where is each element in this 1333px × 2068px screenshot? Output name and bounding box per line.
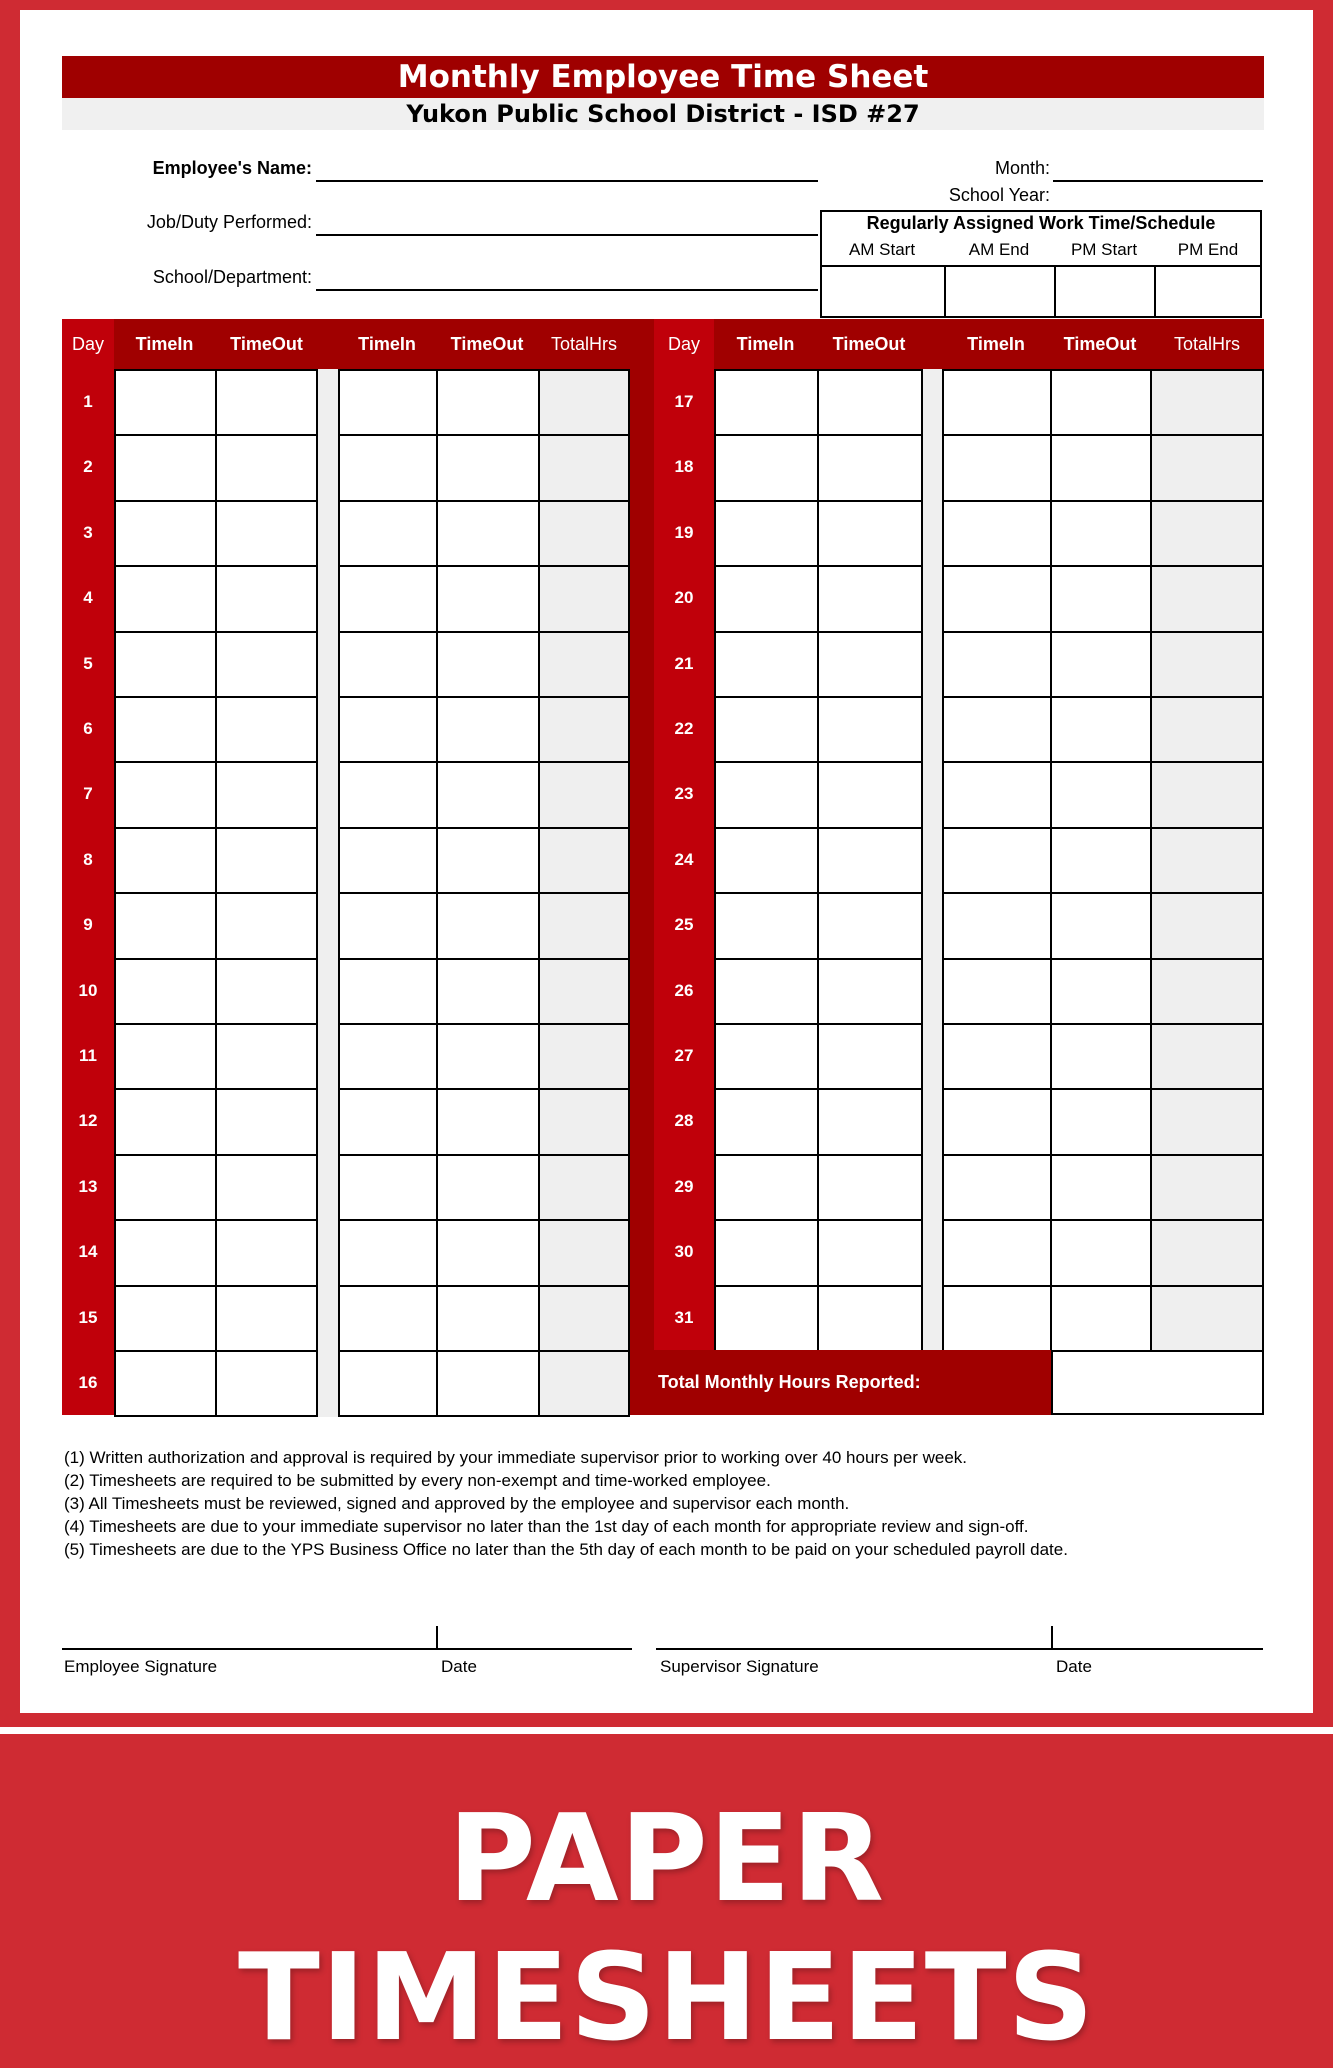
time-out-cell[interactable] — [436, 958, 540, 1025]
time-out-cell[interactable] — [817, 892, 923, 959]
time-out-cell[interactable] — [817, 631, 923, 698]
school-department-label: School/Department: — [152, 267, 312, 287]
total-hrs-cell[interactable] — [538, 892, 630, 959]
time-out-cell[interactable] — [817, 761, 923, 828]
time-in-cell[interactable] — [114, 1154, 217, 1221]
total-hrs-cell[interactable] — [1150, 434, 1264, 501]
time-out-cell[interactable] — [215, 631, 318, 698]
time-out-cell[interactable] — [436, 1219, 540, 1286]
total-hrs-cell[interactable] — [1150, 827, 1264, 894]
pm-end-input[interactable] — [1154, 265, 1262, 318]
total-hrs-cell[interactable] — [538, 958, 630, 1025]
time-in-cell[interactable] — [338, 369, 438, 436]
time-out-cell[interactable] — [215, 500, 318, 567]
time-in-cell[interactable] — [942, 1023, 1052, 1090]
time-out-header: TimeOut — [1063, 334, 1137, 354]
total-hrs-cell[interactable] — [538, 1023, 630, 1090]
time-in-cell[interactable] — [714, 958, 819, 1025]
time-out-cell[interactable] — [436, 827, 540, 894]
total-hrs-cell[interactable] — [1150, 500, 1264, 567]
day-number: 7 — [83, 784, 93, 804]
day-number: 6 — [83, 719, 93, 738]
total-hrs-cell[interactable] — [1150, 1154, 1264, 1221]
time-in-cell[interactable] — [114, 500, 217, 567]
time-in-cell[interactable] — [942, 827, 1052, 894]
total-hrs-header: TotalHrs — [1173, 334, 1240, 354]
time-out-cell[interactable] — [1050, 761, 1152, 828]
time-out-cell[interactable] — [1050, 565, 1152, 632]
time-in-cell[interactable] — [714, 1154, 819, 1221]
time-out-cell[interactable] — [436, 434, 540, 501]
time-in-cell[interactable] — [942, 892, 1052, 959]
time-out-cell[interactable] — [215, 1023, 318, 1090]
am-start-label: AM Start — [848, 240, 916, 259]
banner-title: PAPER TIMESHEETS — [238, 1790, 1095, 2068]
time-in-cell[interactable] — [942, 696, 1052, 763]
time-out-cell[interactable] — [436, 565, 540, 632]
time-out-cell[interactable] — [215, 434, 318, 501]
pm-start-label: PM Start — [1070, 240, 1138, 259]
time-out-cell[interactable] — [817, 565, 923, 632]
note-item: (3) All Timesheets must be reviewed, signed and approved by the employee and supervisor each month. — [64, 1494, 850, 1513]
time-out-cell[interactable] — [215, 565, 318, 632]
time-in-cell[interactable] — [338, 1285, 438, 1352]
time-out-cell[interactable] — [436, 369, 540, 436]
total-hrs-cell[interactable] — [538, 696, 630, 763]
time-in-cell[interactable] — [714, 369, 819, 436]
time-in-header: TimeIn — [135, 334, 194, 354]
day-number: 5 — [83, 653, 93, 673]
time-out-cell[interactable] — [215, 958, 318, 1025]
time-out-cell[interactable] — [215, 1219, 318, 1286]
total-hrs-cell[interactable] — [538, 1219, 630, 1286]
time-in-header: TimeIn — [736, 334, 795, 354]
time-in-cell[interactable] — [338, 1023, 438, 1090]
total-hrs-cell[interactable] — [538, 434, 630, 501]
day-number: 17 — [674, 392, 694, 411]
am-end-input[interactable] — [944, 265, 1056, 318]
time-out-cell[interactable] — [817, 1219, 923, 1286]
time-out-cell[interactable] — [215, 1285, 318, 1352]
day-number: 28 — [674, 1111, 694, 1131]
day-number: 8 — [83, 849, 93, 869]
time-in-cell[interactable] — [942, 1219, 1052, 1286]
day-number: 23 — [674, 784, 694, 804]
day-number: 25 — [674, 915, 694, 935]
time-out-cell[interactable] — [1050, 892, 1152, 959]
time-out-cell[interactable] — [817, 1088, 923, 1155]
time-out-cell[interactable] — [215, 369, 318, 436]
time-in-header: TimeIn — [967, 334, 1025, 354]
school-department-field[interactable] — [316, 289, 818, 291]
total-hrs-header: TotalHrs — [550, 334, 617, 354]
schedule-title: Regularly Assigned Work Time/Schedule — [866, 213, 1216, 233]
time-in-cell[interactable] — [714, 434, 819, 501]
notes-list — [64, 1446, 1068, 1561]
day-number: 22 — [674, 719, 694, 738]
time-out-cell[interactable] — [436, 1154, 540, 1221]
day-number: 2 — [83, 457, 93, 477]
column-spacer — [921, 369, 944, 1352]
time-in-cell[interactable] — [114, 761, 217, 828]
job-duty-label: Job/Duty Performed: — [146, 212, 312, 232]
total-hrs-cell[interactable] — [1150, 1088, 1264, 1155]
day-header-left: Day — [62, 319, 114, 369]
total-hrs-cell[interactable] — [1150, 631, 1264, 698]
total-hrs-cell[interactable] — [538, 1088, 630, 1155]
time-out-header: TimeOut — [832, 334, 906, 354]
day-number: 26 — [674, 980, 694, 1000]
day-header-right: Day — [654, 319, 714, 369]
time-in-cell[interactable] — [114, 827, 217, 894]
time-in-cell[interactable] — [338, 696, 438, 763]
time-out-cell[interactable] — [436, 1023, 540, 1090]
time-in-cell[interactable] — [714, 761, 819, 828]
total-hrs-cell[interactable] — [538, 827, 630, 894]
time-out-cell[interactable] — [1050, 1023, 1152, 1090]
time-in-cell[interactable] — [714, 827, 819, 894]
time-in-cell[interactable] — [714, 1023, 819, 1090]
supervisor-signature-line[interactable] — [656, 1648, 1263, 1650]
time-in-cell[interactable] — [338, 500, 438, 567]
time-in-cell[interactable] — [114, 958, 217, 1025]
supervisor-date-label: Date — [1056, 1657, 1092, 1676]
time-in-cell[interactable] — [942, 500, 1052, 567]
time-in-cell[interactable] — [942, 631, 1052, 698]
time-in-cell[interactable] — [942, 369, 1052, 436]
time-out-header: TimeOut — [230, 334, 303, 354]
time-in-cell[interactable] — [714, 892, 819, 959]
time-out-cell[interactable] — [436, 1088, 540, 1155]
total-hours-input[interactable] — [1051, 1350, 1264, 1415]
total-hrs-cell[interactable] — [1150, 1285, 1264, 1352]
employee-name-field[interactable] — [316, 180, 818, 182]
time-out-cell[interactable] — [817, 1285, 923, 1352]
signature-divider — [436, 1626, 438, 1650]
day-number: 11 — [79, 1046, 97, 1065]
day-number: 10 — [78, 980, 98, 1000]
total-hrs-cell[interactable] — [1150, 892, 1264, 959]
time-in-cell[interactable] — [714, 696, 819, 763]
time-out-cell[interactable] — [817, 1154, 923, 1221]
am-start-input[interactable] — [820, 265, 946, 318]
supervisor-signature-label: Supervisor Signature — [660, 1657, 819, 1676]
day-number: 31 — [674, 1307, 694, 1327]
time-in-cell[interactable] — [942, 1285, 1052, 1352]
time-out-cell[interactable] — [436, 1350, 540, 1417]
time-out-cell[interactable] — [436, 892, 540, 959]
time-in-cell[interactable] — [714, 1088, 819, 1155]
note-item: (1) Written authorization and approval is required by your immediate supervisor prior to working over 40 hours per week. — [64, 1448, 968, 1467]
day-number: 12 — [78, 1111, 98, 1131]
note-item: (2) Timesheets are required to be submitted by every non-exempt and time-worked employee. — [64, 1471, 771, 1490]
total-hrs-cell[interactable] — [1150, 1023, 1264, 1090]
time-in-cell[interactable] — [714, 1285, 819, 1352]
time-in-cell[interactable] — [338, 1154, 438, 1221]
time-out-cell[interactable] — [1050, 1088, 1152, 1155]
time-in-cell[interactable] — [338, 1350, 438, 1417]
time-in-cell[interactable] — [338, 1219, 438, 1286]
time-in-cell[interactable] — [114, 1023, 217, 1090]
time-out-cell[interactable] — [215, 892, 318, 959]
time-in-cell[interactable] — [714, 565, 819, 632]
time-in-cell[interactable] — [338, 827, 438, 894]
time-out-cell[interactable] — [215, 827, 318, 894]
note-item: (5) Timesheets are due to the YPS Business Office no later than the 5th day of each month to be paid on your scheduled payroll date. — [64, 1540, 1068, 1559]
time-in-cell[interactable] — [338, 434, 438, 501]
time-out-cell[interactable] — [817, 1023, 923, 1090]
day-number: 19 — [674, 522, 694, 542]
time-in-cell[interactable] — [942, 565, 1052, 632]
school-year-label: School Year: — [948, 185, 1050, 205]
time-in-cell[interactable] — [114, 1088, 217, 1155]
day-number: 15 — [78, 1307, 98, 1327]
time-out-cell[interactable] — [1050, 500, 1152, 567]
total-hrs-cell[interactable] — [1150, 696, 1264, 763]
day-number: 1 — [83, 392, 93, 411]
employee-date-label: Date — [441, 1657, 477, 1676]
time-out-cell[interactable] — [436, 631, 540, 698]
am-end-label: AM End — [968, 240, 1030, 259]
banner-divider — [0, 1727, 1333, 1734]
day-number: 18 — [674, 457, 694, 477]
time-in-cell[interactable] — [942, 1154, 1052, 1221]
day-number: 3 — [83, 522, 93, 542]
employee-name-label: Employee's Name: — [152, 158, 312, 178]
time-in-cell[interactable] — [114, 1350, 217, 1417]
form-subtitle: Yukon Public School District - ISD #27 — [62, 98, 1264, 130]
day-number: 4 — [83, 588, 93, 608]
month-field[interactable] — [1053, 180, 1263, 182]
employee-signature-line[interactable] — [62, 1648, 632, 1650]
total-hrs-cell[interactable] — [538, 1350, 630, 1417]
signature-divider — [1051, 1626, 1053, 1650]
day-number: 24 — [674, 849, 694, 869]
form-title: Monthly Employee Time Sheet — [62, 56, 1264, 98]
total-hrs-cell[interactable] — [1150, 369, 1264, 436]
total-hrs-cell[interactable] — [1150, 565, 1264, 632]
time-out-cell[interactable] — [1050, 1285, 1152, 1352]
time-in-cell[interactable] — [338, 892, 438, 959]
time-out-cell[interactable] — [436, 696, 540, 763]
time-out-cell[interactable] — [1050, 434, 1152, 501]
time-out-cell[interactable] — [817, 958, 923, 1025]
time-in-cell[interactable] — [942, 958, 1052, 1025]
total-hrs-cell[interactable] — [1150, 761, 1264, 828]
time-out-cell[interactable] — [817, 696, 923, 763]
time-in-cell[interactable] — [114, 892, 217, 959]
time-out-cell[interactable] — [817, 434, 923, 501]
total-hrs-cell[interactable] — [538, 1154, 630, 1221]
time-out-cell[interactable] — [215, 761, 318, 828]
day-number: 27 — [674, 1046, 694, 1065]
time-in-cell[interactable] — [714, 1219, 819, 1286]
time-in-cell[interactable] — [942, 434, 1052, 501]
total-hrs-cell[interactable] — [1150, 1219, 1264, 1286]
time-in-cell[interactable] — [114, 434, 217, 501]
time-in-cell[interactable] — [338, 761, 438, 828]
time-out-cell[interactable] — [817, 369, 923, 436]
total-hrs-cell[interactable] — [538, 761, 630, 828]
time-out-cell[interactable] — [817, 500, 923, 567]
time-in-cell[interactable] — [942, 761, 1052, 828]
pm-start-input[interactable] — [1054, 265, 1156, 318]
column-spacer — [316, 369, 340, 1417]
day-number: 30 — [674, 1242, 694, 1262]
time-in-cell[interactable] — [714, 631, 819, 698]
employee-signature-label: Employee Signature — [64, 1657, 218, 1676]
day-number: 9 — [83, 915, 93, 935]
time-in-cell[interactable] — [338, 631, 438, 698]
total-hrs-cell[interactable] — [538, 631, 630, 698]
day-number: 20 — [674, 588, 694, 608]
time-in-cell[interactable] — [114, 696, 217, 763]
day-number: 14 — [78, 1242, 98, 1262]
total-hours-label: Total Monthly Hours Reported: — [658, 1372, 921, 1392]
time-out-cell[interactable] — [215, 1350, 318, 1417]
time-out-cell[interactable] — [215, 1154, 318, 1221]
time-out-cell[interactable] — [215, 696, 318, 763]
time-in-cell[interactable] — [714, 500, 819, 567]
day-number: 21 — [674, 653, 694, 673]
time-out-cell[interactable] — [1050, 1219, 1152, 1286]
center-divider — [630, 369, 654, 1350]
time-out-cell[interactable] — [436, 761, 540, 828]
total-hrs-cell[interactable] — [538, 500, 630, 567]
time-in-cell[interactable] — [114, 369, 217, 436]
time-out-cell[interactable] — [436, 1285, 540, 1352]
time-in-cell[interactable] — [114, 631, 217, 698]
time-out-header: TimeOut — [450, 334, 524, 354]
total-hrs-cell[interactable] — [538, 1285, 630, 1352]
day-number: 29 — [674, 1176, 694, 1196]
time-in-cell[interactable] — [114, 1219, 217, 1286]
time-in-cell[interactable] — [114, 1285, 217, 1352]
total-hrs-cell[interactable] — [538, 565, 630, 632]
time-out-cell[interactable] — [1050, 696, 1152, 763]
note-item: (4) Timesheets are due to your immediate supervisor no later than the 1st day of each month for appropriate review and sign-off. — [64, 1517, 1029, 1536]
time-out-cell[interactable] — [1050, 631, 1152, 698]
pm-end-label: PM End — [1177, 240, 1239, 259]
time-out-cell[interactable] — [1050, 827, 1152, 894]
time-out-cell[interactable] — [1050, 369, 1152, 436]
time-in-cell[interactable] — [942, 1088, 1052, 1155]
total-hrs-cell[interactable] — [538, 369, 630, 436]
job-duty-field[interactable] — [316, 234, 818, 236]
time-in-cell[interactable] — [114, 565, 217, 632]
time-out-cell[interactable] — [1050, 958, 1152, 1025]
day-number: 16 — [78, 1373, 98, 1392]
timesheet-paper — [20, 10, 1313, 1713]
time-in-cell[interactable] — [338, 1088, 438, 1155]
total-hrs-cell[interactable] — [1150, 958, 1264, 1025]
day-number: 13 — [78, 1176, 98, 1196]
time-out-cell[interactable] — [215, 1088, 318, 1155]
time-out-cell[interactable] — [436, 500, 540, 567]
time-in-header: TimeIn — [358, 334, 416, 354]
month-label: Month: — [994, 158, 1050, 178]
time-out-cell[interactable] — [1050, 1154, 1152, 1221]
time-in-cell[interactable] — [338, 958, 438, 1025]
time-in-cell[interactable] — [338, 565, 438, 632]
time-out-cell[interactable] — [817, 827, 923, 894]
